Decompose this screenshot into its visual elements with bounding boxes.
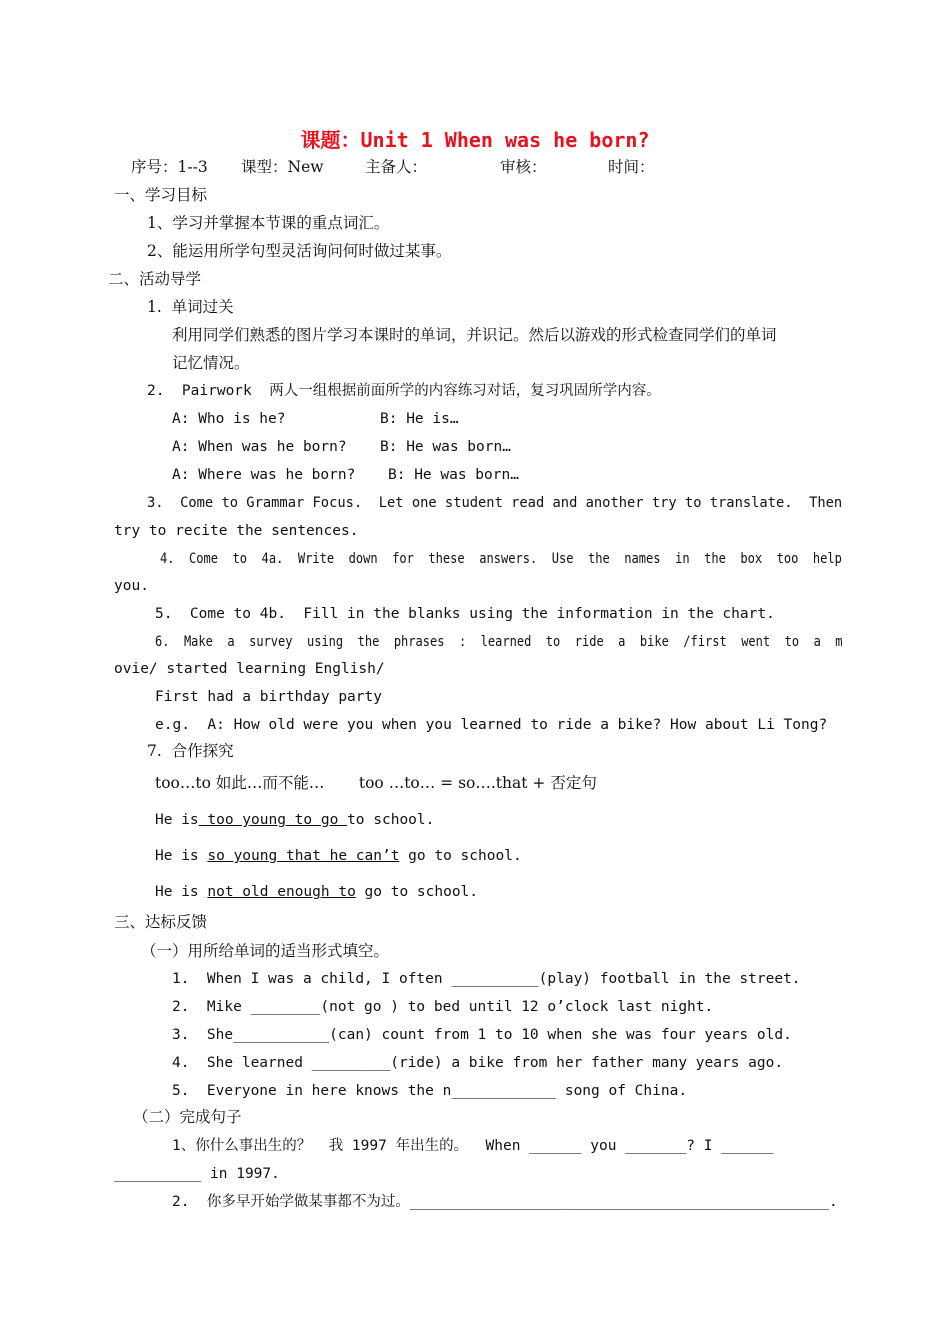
goal-2: 2、能运用所学句型灵活询问何时做过某事。	[147, 242, 452, 260]
item-5: 5. Come to 4b. Fill in the blanks using the information in the chart.	[155, 606, 775, 622]
question-5: 5. Everyone in here knows the n____________ song of China.	[172, 1083, 688, 1099]
item-2-title: 2. Pairwork 两人一组根据前面所学的内容练习对话，复习巩固所学内容。	[147, 383, 661, 399]
dialog-1-a: A: Who is he?	[172, 411, 286, 427]
meta-serial: 序号：1--3	[131, 158, 208, 176]
grammar-rule: too…to 如此…而不能… too …to… = so….that + 否定句	[155, 774, 597, 792]
example-2-post: go to school.	[399, 848, 522, 864]
item-4-line-2: you.	[114, 578, 149, 594]
example-3-pre: He is	[155, 884, 208, 900]
item-1-text: 利用同学们熟悉的图片学习本课时的单词，并识记。然后以游戏的形式检查同学们的单词	[172, 326, 777, 344]
item-3-line-1: 3. Come to Grammar Focus. Let one student read and another try to translate. Then	[147, 495, 843, 511]
item-1-title: 1. 单词过关	[147, 298, 234, 316]
page-title: 课题：Unit 1 When was he born?	[300, 128, 650, 152]
example-sentence-1	[155, 810, 434, 830]
example-1-underlined: too young to go	[198, 812, 348, 828]
item-1-text-cont: 记忆情况。	[172, 354, 250, 372]
dialog-3-b: B: He was born…	[388, 467, 519, 483]
dialog-2-b: B: He was born…	[380, 439, 511, 455]
completion-2: 2. 你多早开始学做某事都不为过。________________________________________________.	[172, 1194, 838, 1210]
meta-preparer: 主备人：	[365, 158, 428, 176]
section-3-heading: 三、达标反馈	[114, 913, 208, 931]
item-4-line-1: 4. Come to 4a. Write down for these answers. Use the names in the box too help	[160, 551, 842, 567]
example-sentence-3	[155, 882, 478, 902]
example-2-underlined: so young that he can’t	[207, 848, 400, 864]
completion-1-line-1: 1、你什么事出生的？ 我 1997 年出生的。 When ______ you _______? I ______	[172, 1138, 774, 1154]
section-2-heading: 二、活动导学	[108, 270, 202, 288]
question-2: 2. Mike ________(not go ) to bed until 12 o’clock last night.	[172, 999, 714, 1015]
item-3-line-2: try to recite the sentences.	[114, 523, 359, 539]
example-1-pre: He is	[155, 812, 199, 828]
part-1-heading: （一）用所给单词的适当形式填空。	[141, 942, 390, 960]
example-1-post: to school.	[347, 812, 435, 828]
item-6-line-2: ovie/ started learning English/	[114, 661, 385, 677]
item-6-example: e.g. A: How old were you when you learned to ride a bike? How about Li Tong?	[155, 717, 828, 733]
part-2-heading: （二）完成句子	[133, 1108, 242, 1126]
example-sentence-2	[155, 846, 522, 866]
item-7-title: 7. 合作探究	[147, 742, 234, 760]
example-2-pre: He is	[155, 848, 208, 864]
dialog-1-b: B: He is…	[380, 411, 459, 427]
question-3: 3. She___________(can) count from 1 to 10 when she was four years old.	[172, 1027, 792, 1043]
meta-time: 时间：	[608, 158, 655, 176]
example-3-post: go to school.	[355, 884, 479, 900]
item-6-line-3: First had a birthday party	[155, 689, 382, 705]
section-1-heading: 一、学习目标	[114, 186, 208, 204]
dialog-3-a: A: Where was he born?	[172, 467, 356, 483]
example-3-underlined: not old enough to	[207, 884, 356, 900]
question-1: 1. When I was a child, I often __________(play) football in the street.	[172, 971, 801, 987]
goal-1: 1、学习并掌握本节课的重点词汇。	[147, 214, 390, 232]
meta-reviewer: 审核：	[500, 158, 547, 176]
dialog-2-a: A: When was he born?	[172, 439, 347, 455]
question-4: 4. She learned _________(ride) a bike from her father many years ago.	[172, 1055, 784, 1071]
meta-lesson-type: 课型：New	[241, 158, 324, 176]
completion-1-line-2: __________ in 1997.	[114, 1166, 280, 1182]
item-6-line-1: 6. Make a survey using the phrases : learned to ride a bike /first went to a m	[155, 634, 843, 650]
